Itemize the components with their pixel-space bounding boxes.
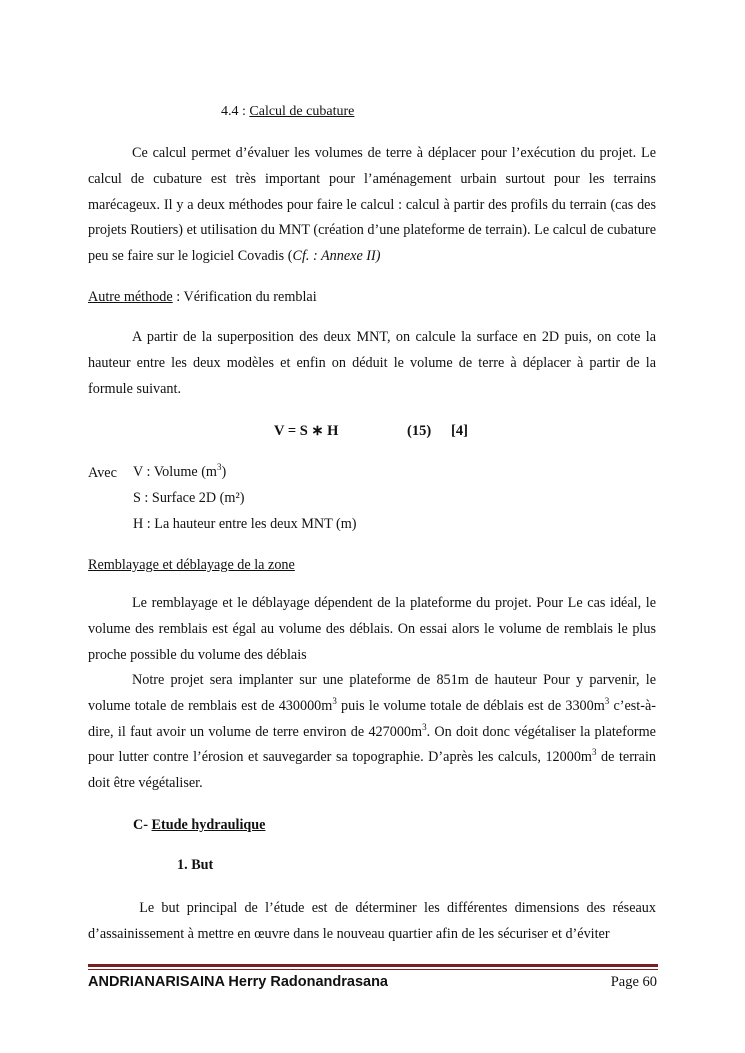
sup-2: 3 <box>604 695 610 706</box>
formula-expression: V = S ∗ H <box>274 423 339 439</box>
p2-part-e: de terrain doit être végétaliser. <box>88 749 656 792</box>
but-paragraph <box>88 896 656 948</box>
hydraulique-title: Etude hydraulique <box>151 817 266 833</box>
section-title-text: Calcul de cubature <box>249 104 355 119</box>
but-text: Le but principal de l’étude est de déterminer les différentes dimensions des réseaux d’assainissement à mettre en œuvre dans le nouveau quartier afin de les sécuriser et d’éviter <box>88 900 656 942</box>
autre-methode-label: Autre méthode <box>88 289 173 305</box>
definition-h: H : La hauteur entre les deux MNT (m) <box>133 516 357 532</box>
sup-1: 3 <box>332 695 337 706</box>
section-number: 4.4 : <box>221 104 250 119</box>
definition-v-sup: 3 <box>216 462 222 472</box>
definition-v <box>133 464 226 481</box>
avec-label: Avec <box>88 465 117 481</box>
sup-4: 3 <box>591 747 597 758</box>
p2-part-d: . On doit donc végétaliser la plateforme pour lutter contre l’érosion et sauvegarder sa topographie. D’après les calculs, 12000m <box>88 723 656 766</box>
remblayage-paragraph-2 <box>88 668 656 797</box>
formula-number: (15) <box>407 423 432 439</box>
hydraulique-heading <box>133 817 265 834</box>
section-title <box>221 104 354 120</box>
superposition-paragraph <box>88 325 656 402</box>
autre-methode-line <box>88 289 317 306</box>
definition-s: S : Surface 2D (m²) <box>133 490 245 506</box>
p2-part-b: puis le volume totale de déblais est de 3300m <box>336 697 605 714</box>
footer-rule-thin <box>88 969 658 970</box>
footer-rule-thick <box>88 964 658 967</box>
definition-v-close: ) <box>221 464 227 480</box>
p2-part-a: Notre projet sera implanter sur une plateforme de 851m de hauteur Pour y parvenir, le volume totale de remblais est de 430000m <box>88 672 656 714</box>
remblayage-p1-text: Le remblayage et le déblayage dépendent de la plateforme du projet. Pour Le cas idéal, le volume des remblais est égal au volume des déblais. On essai alors le volume de remblais le plus proche possible du volume des déblais <box>88 595 656 663</box>
hydraulique-prefix: C- <box>133 817 152 833</box>
intro-text: Ce calcul permet d’évaluer les volumes de terre à déplacer pour l’exécution du projet. Le calcul de cubature est très important pour l’aménagement urbain surtout pour les terrains marécageux. Il y a deux méthodes pour faire le calcul : calcul à partir des profils du terrain (cas des projets Routiers) et utilisation du MNT (création d’une plateforme de terrain). Le calcul de cubature peu se faire sur le logiciel Covadis ( <box>88 145 656 265</box>
p2-part-c: c’est-à-dire, il faut avoir un volume de terre environ de 427000m <box>88 697 656 740</box>
footer-author: ANDRIANARISAINA Herry Radonandrasana <box>88 974 388 990</box>
definition-v-text: V : Volume (m <box>133 464 217 480</box>
annex-reference: Cf. : Annexe II) <box>292 248 381 265</box>
remblayage-paragraph-1 <box>88 591 656 668</box>
formula-reference: [4] <box>451 423 468 439</box>
autre-methode-rest: : Vérification du remblai <box>172 289 317 305</box>
intro-paragraph <box>88 141 656 270</box>
but-heading: 1. But <box>177 857 214 873</box>
sup-3: 3 <box>422 721 427 732</box>
remblayage-heading: Remblayage et déblayage de la zone <box>88 557 295 573</box>
superposition-text: A partir de la superposition des deux MNT, on calcule la surface en 2D puis, on cote la hauteur entre les deux modèles et enfin on déduit le volume de terre à déplacer à partir de la formule suivant. <box>88 329 656 397</box>
footer-page-number: Page 60 <box>610 974 657 990</box>
